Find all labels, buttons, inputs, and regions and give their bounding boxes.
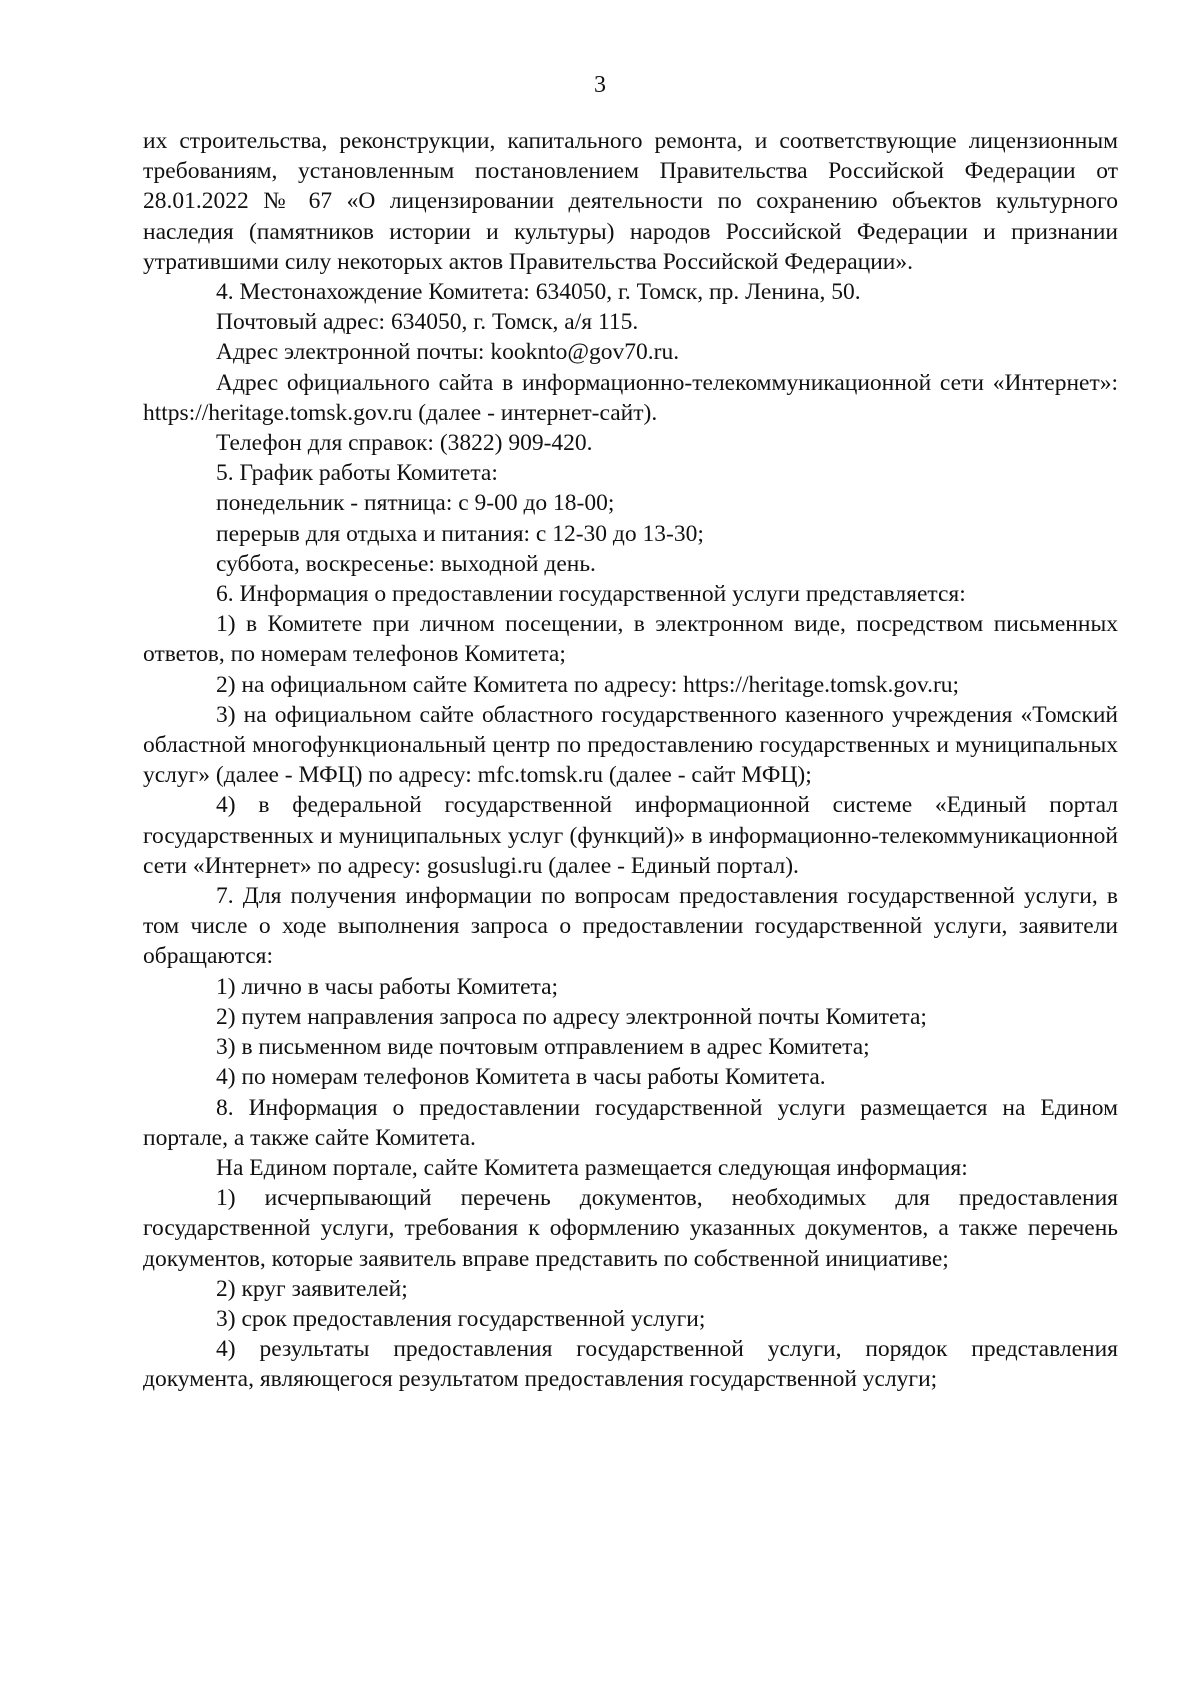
paragraph: 2) путем направления запроса по адресу электронной почты Комитета; — [216, 1003, 927, 1030]
paragraph: 1) лично в часы работы Комитета; — [216, 973, 559, 1000]
paragraph: 6. Информация о предоставлении государственной услуги представляется: — [216, 581, 966, 608]
paragraph: 1) исчерпывающий перечень документов, необходимых для предоставления государственной услуги, требования к оформлению указанных документов, а также перечень документов, которые заявитель вправе представить по собственной инициативе; — [143, 1185, 1118, 1272]
paragraph: перерыв для отдыха и питания: с 12-30 до 13-30; — [216, 520, 704, 547]
page-number: 3 — [594, 72, 606, 98]
paragraph: Телефон для справок: (3822) 909-420. — [216, 430, 593, 457]
paragraph: 2) круг заявителей; — [216, 1275, 408, 1302]
paragraph: суббота, воскресенье: выходной день. — [216, 550, 596, 577]
paragraph: понедельник - пятница: с 9-00 до 18-00; — [216, 490, 615, 517]
paragraph: Почтовый адрес: 634050, г. Томск, а/я 115. — [216, 309, 639, 336]
paragraph: 3) в письменном виде почтовым отправлением в адрес Комитета; — [216, 1034, 870, 1061]
paragraph: 3) срок предоставления государственной услуги; — [216, 1305, 706, 1332]
paragraph: 7. Для получения информации по вопросам предоставления государственной услуги, в том числе о ходе выполнения запроса о предоставлении государственной услуги, заявители обращаются: — [143, 883, 1118, 970]
paragraph: 4) в федеральной государственной информационной системе «Единый портал государственных и муниципальных услуг (функций)» в информационно-телекоммуникационной сети «Интернет» по адресу: gosuslugi.ru (далее - Единый портал). — [143, 792, 1118, 879]
paragraph: 5. График работы Комитета: — [216, 460, 498, 487]
paragraph: 4) по номерам телефонов Комитета в часы работы Комитета. — [216, 1064, 826, 1091]
paragraph: 4. Местонахождение Комитета: 634050, г. Томск, пр. Ленина, 50. — [216, 279, 861, 306]
paragraph: 4) результаты предоставления государственной услуги, порядок представления документа, являющегося результатом предоставления государственной услуги; — [143, 1336, 1118, 1393]
paragraph: 2) на официальном сайте Комитета по адресу: https://heritage.tomsk.gov.ru; — [216, 671, 960, 698]
paragraph: Адрес официального сайта в информационно-телекоммуникационной сети «Интернет»: https://heritage.tomsk.gov.ru (далее - интернет-сайт). — [143, 369, 1118, 426]
paragraph: На Едином портале, сайте Комитета размещается следующая информация: — [216, 1154, 968, 1181]
paragraph: 1) в Комитете при личном посещении, в электронном виде, посредством письменных ответов, по номерам телефонов Комитета; — [143, 611, 1118, 668]
paragraph: их строительства, реконструкции, капитального ремонта, и соответствующие лицензионным требованиям, установленным постановлением Правительства Российской Федерации от 28.01.2022 № 67 «О лицензировании деятельности по сохранению объектов культурного наследия (памятников истории и культуры) народов Российской Федерации и признании утратившими силу некоторых актов Правительства Российской Федерации». — [143, 128, 1118, 275]
paragraph: 8. Информация о предоставлении государственной услуги размещается на Едином портале, а также сайте Комитета. — [143, 1094, 1118, 1151]
paragraph: Адрес электронной почты: kooknto@gov70.ru. — [216, 339, 680, 366]
paragraph: 3) на официальном сайте областного государственного казенного учреждения «Томский областной многофункциональный центр по предоставлению государственных и муниципальных услуг» (далее - МФЦ) по адресу: mfc.tomsk.ru (далее - сайт МФЦ); — [143, 701, 1118, 789]
document-body — [143, 126, 1118, 1395]
